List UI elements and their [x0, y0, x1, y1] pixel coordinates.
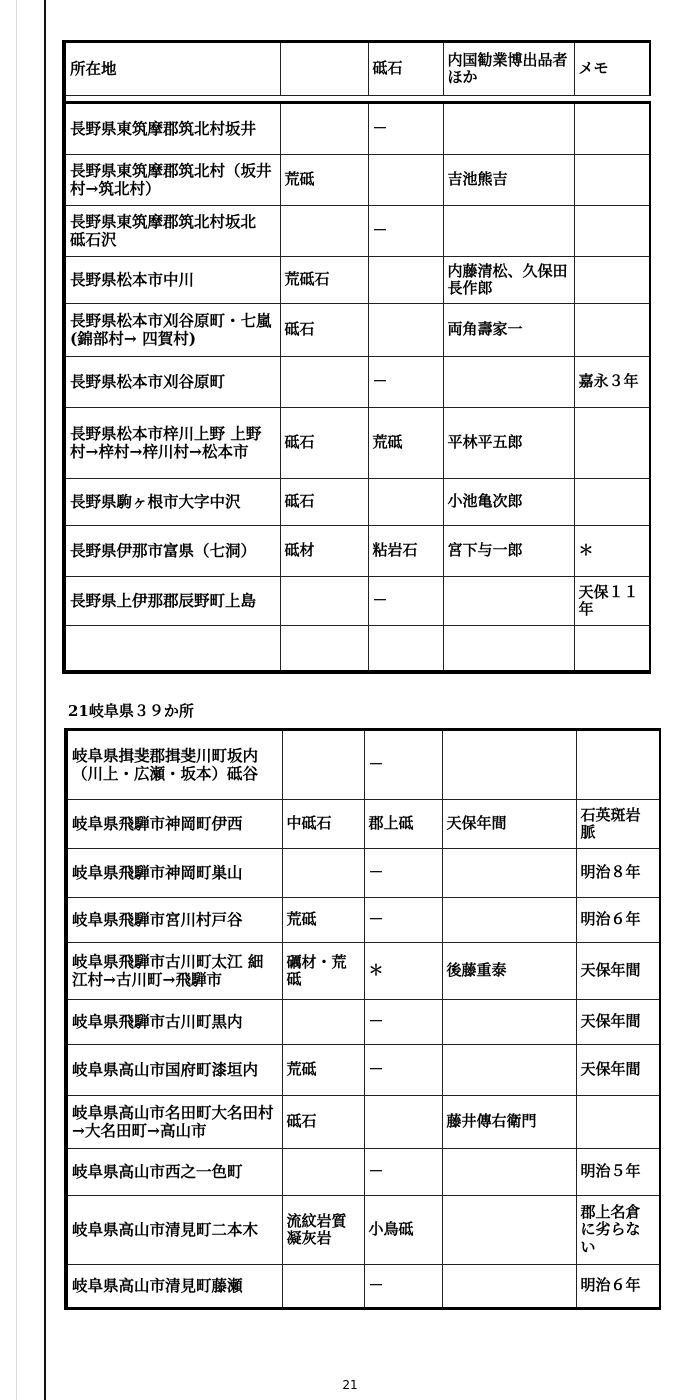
table-cell: 岐阜県揖斐郡揖斐川町坂内（川上・広瀬・坂本）砥谷	[66, 730, 282, 800]
table-cell	[574, 479, 650, 526]
table-cell: 明治６年	[576, 1265, 660, 1309]
table-cell: 長野県松本市刈谷原町・七嵐(錦部村→ 四賀村)	[64, 304, 280, 357]
table-cell: 岐阜県高山市清見町二本木	[66, 1196, 282, 1265]
table-cell: ＊	[574, 526, 650, 577]
table-cell	[443, 103, 574, 155]
table-cell	[574, 206, 650, 257]
table-cell: 所在地	[64, 42, 280, 96]
table-row	[64, 304, 650, 357]
table-cell: 石英斑岩脈	[576, 800, 660, 849]
table-cell: 天保年間	[576, 1045, 660, 1096]
table-cell: 長野県伊那市富県（七洞）	[64, 526, 280, 577]
table-cell: 長野県松本市中川	[64, 257, 280, 304]
table-cell: －	[364, 1000, 442, 1045]
table-cell: －	[368, 577, 443, 626]
table-cell: 岐阜県高山市清見町藤瀬	[66, 1265, 282, 1309]
table-row	[66, 1000, 660, 1045]
table-cell: －	[364, 730, 442, 800]
table-cell	[280, 103, 368, 155]
page-number: 21	[342, 1378, 358, 1392]
table-cell	[576, 730, 660, 800]
table-row	[64, 479, 650, 526]
table-cell	[368, 257, 443, 304]
table-row	[66, 1149, 660, 1196]
table-cell: ＊	[364, 943, 442, 1000]
table-row	[64, 577, 650, 626]
table-cell	[442, 1000, 576, 1045]
table-row	[64, 42, 650, 96]
table-cell	[443, 626, 574, 673]
table-cell	[442, 1196, 576, 1265]
table-cell: 砥石	[368, 42, 443, 96]
table-cell	[443, 577, 574, 626]
table-cell: 砥材	[280, 526, 368, 577]
table-cell: 岐阜県飛騨市古川町太江 細江村→古川町→飛騨市	[66, 943, 282, 1000]
table-row	[66, 898, 660, 943]
table-cell: 宮下与一郎	[443, 526, 574, 577]
table-cell	[280, 42, 368, 96]
table-cell	[442, 1149, 576, 1196]
table-row	[66, 943, 660, 1000]
table-cell	[280, 206, 368, 257]
table-row	[66, 800, 660, 849]
table-cell: 中砥石	[282, 800, 364, 849]
table-gifu	[64, 728, 661, 1310]
table-cell	[364, 1096, 442, 1149]
table-cell	[282, 1000, 364, 1045]
table-cell	[442, 730, 576, 800]
table-cell: 内藤清松、久保田長作郎	[443, 257, 574, 304]
table-cell: 明治６年	[576, 898, 660, 943]
table-cell: 藤井傳右衛門	[442, 1096, 576, 1149]
table-cell: 荒砥	[368, 408, 443, 479]
table-cell: 明治５年	[576, 1149, 660, 1196]
table-cell: 荒砥	[282, 1045, 364, 1096]
table-cell: 長野県駒ヶ根市大字中沢	[64, 479, 280, 526]
table-row	[64, 155, 650, 206]
table-cell: 荒砥石	[280, 257, 368, 304]
table-cell	[576, 1096, 660, 1149]
table-cell	[443, 206, 574, 257]
table-cell: 砥石	[280, 479, 368, 526]
table-cell: 荒砥	[280, 155, 368, 206]
table-row	[66, 1196, 660, 1265]
table-cell: 砥石	[280, 408, 368, 479]
table-cell	[574, 626, 650, 673]
table-cell	[282, 1265, 364, 1309]
table-cell: 吉池熊吉	[443, 155, 574, 206]
table-cell: 岐阜県高山市国府町漆垣内	[66, 1045, 282, 1096]
table-cell: 岐阜県高山市西之一色町	[66, 1149, 282, 1196]
table-cell: 岐阜県飛騨市神岡町伊西	[66, 800, 282, 849]
table-cell	[443, 357, 574, 408]
table-cell	[368, 155, 443, 206]
table-cell: 粘岩石	[368, 526, 443, 577]
table-cell: 長野県東筑摩郡筑北村坂井	[64, 103, 280, 155]
table-row	[66, 1045, 660, 1096]
table-row	[64, 357, 650, 408]
table-cell	[282, 849, 364, 898]
table-cell: 流紋岩質凝灰岩	[282, 1196, 364, 1265]
table-cell: 礪材・荒砥	[282, 943, 364, 1000]
table-cell: －	[364, 898, 442, 943]
table-cell: 長野県東筑摩郡筑北村坂北 砥石沢	[64, 206, 280, 257]
table-cell	[282, 1149, 364, 1196]
table-cell	[574, 304, 650, 357]
table-cell: メモ	[574, 42, 650, 96]
table-cell	[280, 626, 368, 673]
table-cell: 長野県松本市刈谷原町	[64, 357, 280, 408]
table-cell: 小池亀次郎	[443, 479, 574, 526]
table-cell: 岐阜県飛騨市神岡町巣山	[66, 849, 282, 898]
table-cell: 長野県上伊那郡辰野町上島	[64, 577, 280, 626]
table-cell: －	[368, 103, 443, 155]
table-row	[66, 1096, 660, 1149]
table-cell	[280, 357, 368, 408]
table-cell: 長野県東筑摩郡筑北村（坂井村→筑北村）	[64, 155, 280, 206]
table-cell: －	[364, 849, 442, 898]
table-cell	[442, 1265, 576, 1309]
table-row	[64, 206, 650, 257]
table-cell	[574, 408, 650, 479]
page-edge-shadow	[16, 0, 17, 1400]
table-cell: 長野県松本市梓川上野 上野村→梓村→梓川村→松本市	[64, 408, 280, 479]
table-row	[64, 103, 650, 155]
table-cell: 岐阜県飛騨市宮川村戸谷	[66, 898, 282, 943]
table-cell: 岐阜県高山市名田町大名田村→大名田町→高山市	[66, 1096, 282, 1149]
table-row	[64, 257, 650, 304]
table-cell: 砥石	[282, 1096, 364, 1149]
table-cell: －	[368, 357, 443, 408]
table-cell: 明治８年	[576, 849, 660, 898]
table-cell	[442, 849, 576, 898]
table-cell: 後藤重泰	[442, 943, 576, 1000]
table-cell: 嘉永３年	[574, 357, 650, 408]
table-cell: 天保年間	[576, 943, 660, 1000]
table-cell	[368, 479, 443, 526]
table-cell: 郡上砥	[364, 800, 442, 849]
table-cell	[442, 898, 576, 943]
table-cell	[280, 577, 368, 626]
table-cell: 荒砥	[282, 898, 364, 943]
table-cell: 天保年間	[576, 1000, 660, 1045]
table-cell: －	[368, 206, 443, 257]
table-cell: 内国勧業博出品者ほか	[443, 42, 574, 96]
table-cell: 砥石	[280, 304, 368, 357]
table-cell	[574, 257, 650, 304]
table-cell: 小鳥砥	[364, 1196, 442, 1265]
table-cell	[442, 1045, 576, 1096]
table-cell	[282, 730, 364, 800]
table-cell: 岐阜県飛騨市古川町黒内	[66, 1000, 282, 1045]
table-row	[64, 408, 650, 479]
table-nagano	[62, 40, 651, 674]
table-cell: 天保年間	[442, 800, 576, 849]
table-separator	[64, 96, 650, 103]
table-cell	[574, 103, 650, 155]
table-row	[64, 626, 650, 673]
table-cell: －	[364, 1045, 442, 1096]
binding-line	[44, 0, 46, 1400]
table-row	[64, 526, 650, 577]
table-cell	[64, 626, 280, 673]
section-title: 21岐阜県３９か所	[68, 702, 194, 720]
table-cell: －	[364, 1265, 442, 1309]
table-cell: 郡上名倉に劣らない	[576, 1196, 660, 1265]
table-cell: 平林平五郎	[443, 408, 574, 479]
table-row	[66, 730, 660, 800]
table-cell: 両角壽家一	[443, 304, 574, 357]
table-cell	[368, 304, 443, 357]
table-row	[66, 849, 660, 898]
table-row	[66, 1265, 660, 1309]
table-cell: －	[364, 1149, 442, 1196]
table-cell: 天保１１年	[574, 577, 650, 626]
table-cell	[574, 155, 650, 206]
table-cell	[368, 626, 443, 673]
